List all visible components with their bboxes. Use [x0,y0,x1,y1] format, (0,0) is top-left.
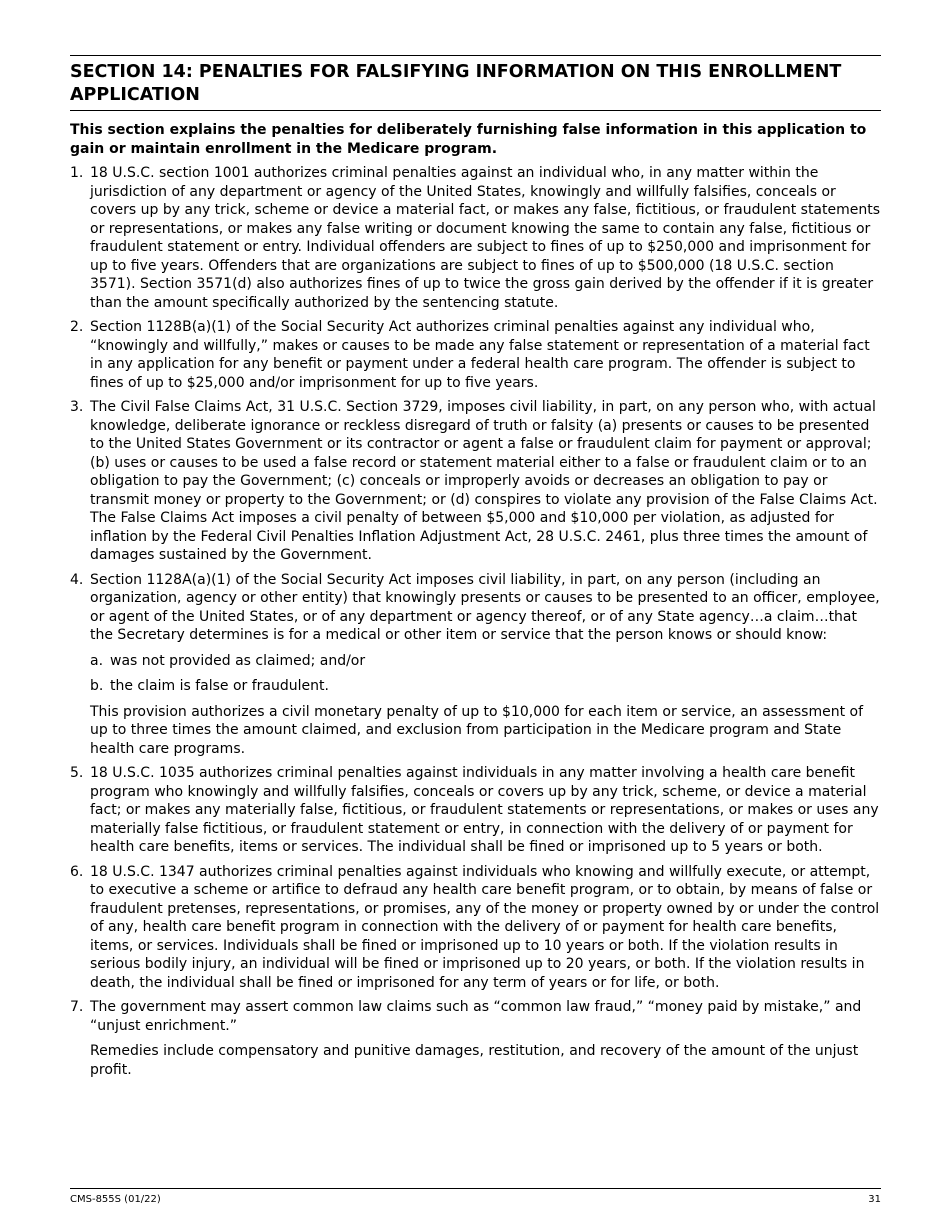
penalty-list [70,164,881,1079]
item-followup-text: This provision authorizes a civil monetary penalty of up to $10,000 for each item or service, an assessment of up to three times the amount claimed, and exclusion from participation in the Medicare program and State health care programs. [90,703,864,757]
item-text: Section 1128A(a)(1) of the Social Security Act imposes civil liability, in part, on any person (including an organization, agency or other entity) that knowingly presents or causes to be presented to an officer, employee, or agent of the United States, or of any department or agency thereof, or of any State agency…a claim…that the Secretary determines is for a medical or other item or service that the person knows or should know: [90,571,880,643]
item-followup-text: Remedies include compensatory and punitive damages, restitution, and recovery of the amount of the unjust profit. [90,1043,859,1078]
top-rule [70,55,881,56]
document-page [70,55,881,1085]
page-footer [70,1188,881,1205]
item-text: 18 U.S.C. 1347 authorizes criminal penalties against individuals who knowing and willfully execute, or attempt, to executive a scheme or artifice to defraud any health care benefit program, or to obtain, by means of false or fraudulent pretenses, representations, or promises, any of the money or property owned by or under the control of any, health care benefit program in connection with the delivery of or payment for health care benefits, items, or services. Individuals shall be fined or imprisoned up to 10 years or both. If the violation results in serious bodily injury, an individual will be fined or imprisoned up to 20 years, or both. If the violation results in death, the individual shall be fined or imprisoned for any term of years or for life, or both. [90,863,880,991]
item-text: The Civil False Claims Act, 31 U.S.C. Section 3729, imposes civil liability, in part, on any person who, with actual knowledge, deliberate ignorance or reckless disregard of truth or falsity (a) presents or causes to be presented to the United States Government or its contractor or agent a false or fraudulent claim for payment or approval; (b) uses or causes to be used a false record or statement material either to a false or fraudulent claim or to an obligation to pay the Government; (c) conceals or improperly avoids or decreases an obligation to pay or transmit money or property to the Government; or (d) conspires to violate any provision of the False Claims Act. The False Claims Act imposes a civil penalty of between $5,000 and $10,000 per violation, as adjusted for inflation by the Federal Civil Penalties Inflation Adjustment Act, 28 U.S.C. 2461, plus three times the amount of damages sustained by the Government. [90,399,878,563]
list-item [70,318,881,392]
item-number: 3. [70,399,84,415]
section-intro: This section explains the penalties for deliberately furnishing false information in this application to gain or maintain enrollment in the Medicare program. [70,122,867,157]
list-item [70,571,881,759]
list-item [70,764,881,857]
page-number: 31 [868,1194,881,1205]
item-number: 5. [70,765,84,781]
item-number: 4. [70,571,84,588]
item-text: 18 U.S.C. section 1001 authorizes criminal penalties against an individual who, in any matter within the jurisdiction of any department or agency of the United States, knowingly and willfully falsifies, conceals or covers up by any trick, scheme or device a material fact, or makes any false, fictitious, or fraudulent statements or representations, or makes any false writing or document knowing the same to contain any false, fictitious or fraudulent statement or entry. Individual offenders are subject to fines of up to $250,000 and imprisonment for up to five years. Offenders that are organizations are subject to fines of up to $500,000 (18 U.S.C. section 3571). Section 3571(d) also authorizes fines of up to twice the gross gain derived by the offender if it is greater than the amount specifically authorized by the sentencing statute. [90,165,881,311]
sub-item-text: was not provided as claimed; and/or [110,652,366,669]
list-item [70,998,881,1079]
item-text: Section 1128B(a)(1) of the Social Security Act authorizes criminal penalties against any individual who, “knowingly and willfully,” makes or causes to be made any false statement or representation of a material fact in any application for any benefit or payment under a federal health care program. The offender is subject to fines of up to $25,000 and/or imprisonment for up to five years. [90,319,870,391]
item-number: 2. [70,319,84,335]
sub-item [90,677,881,696]
item-number: 6. [70,863,84,880]
sub-item [90,652,881,671]
item-number: 7. [70,999,84,1015]
title-rule [70,110,881,111]
list-item [70,164,881,312]
form-id: CMS-855S (01/22) [70,1194,161,1205]
sub-item-text: the claim is false or fraudulent. [110,678,329,694]
sub-item-letter: a. [90,652,104,669]
list-item [70,863,881,993]
item-text: 18 U.S.C. 1035 authorizes criminal penalties against individuals in any matter involving a health care benefit program who knowingly and willfully falsifies, conceals or covers up by any trick, scheme, or device a material fact; or makes any materially false, fictitious, or fraudulent statements or representations, or makes or uses any materially false fictitious, or fraudulent statement or entry, in connection with the delivery of or payment for health care benefits, items or services. The individual shall be fined or imprisoned up to 5 years or both. [90,765,879,855]
sub-item-letter: b. [90,678,104,694]
item-text: The government may assert common law claims such as “common law fraud,” “money paid by mistake,” and “unjust enrichment.” [90,999,862,1034]
list-item [70,398,881,565]
item-number: 1. [70,165,84,181]
section-title: SECTION 14: PENALTIES FOR FALSIFYING INFORMATION ON THIS ENROLLMENT APPLICATION [70,62,842,105]
